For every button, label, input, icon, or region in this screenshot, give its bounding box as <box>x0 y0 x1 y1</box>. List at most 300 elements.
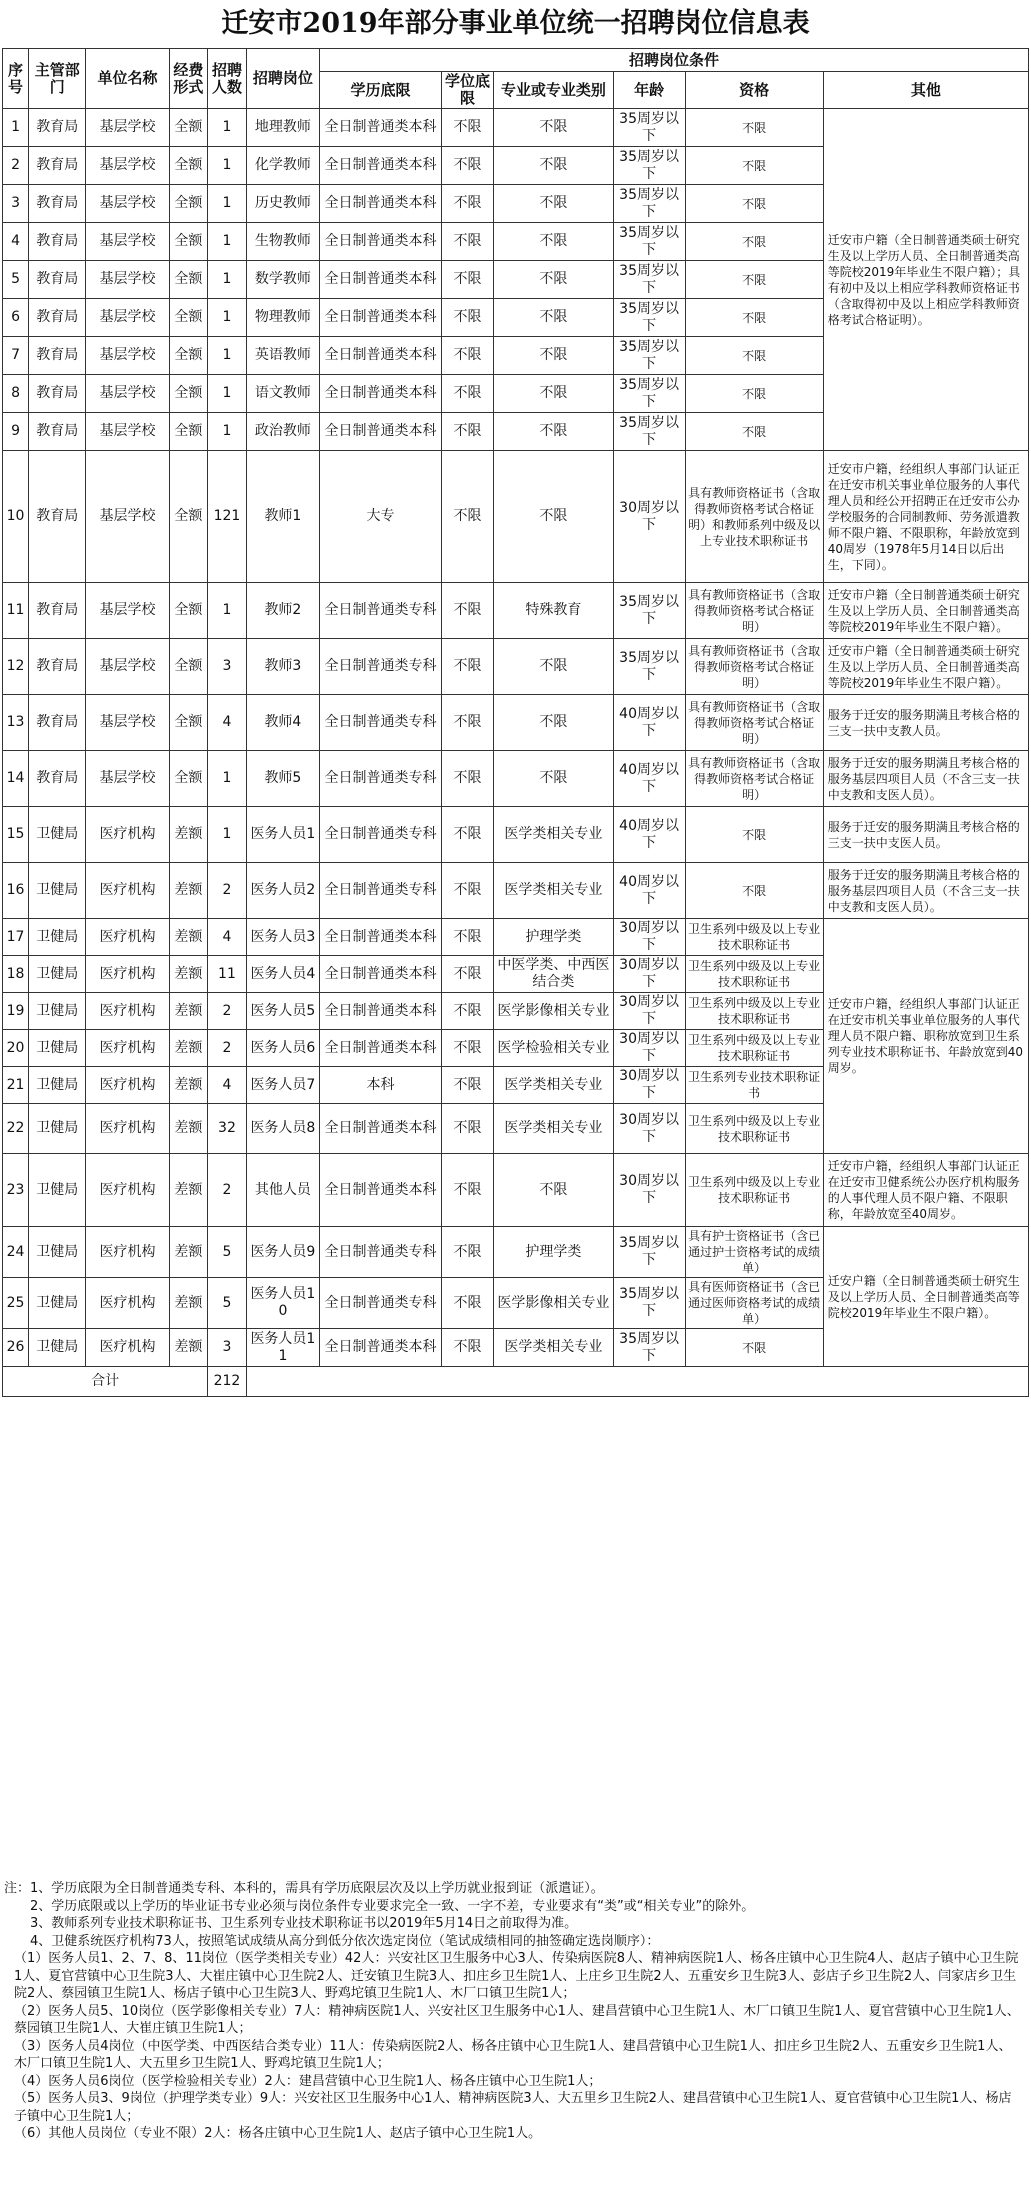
cell-major: 医学影像相关专业 <box>494 993 613 1030</box>
cell-post: 医务人员4 <box>246 956 319 993</box>
cell-degree: 不限 <box>441 1329 493 1367</box>
cell-dept: 教育局 <box>29 337 86 375</box>
cell-unit: 基层学校 <box>86 337 169 375</box>
cell-edu: 全日制普通类专科 <box>320 751 442 807</box>
cell-other: 服务于迁安的服务期满且考核合格的服务基层四项目人员（不含三支一扶中支教和支医人员）。 <box>823 751 1028 807</box>
cell-fund: 全额 <box>169 375 208 413</box>
table-row <box>3 639 1029 695</box>
cell-count: 1 <box>208 109 247 147</box>
cell-dept: 卫健局 <box>29 807 86 863</box>
cell-degree: 不限 <box>441 147 493 185</box>
cell-edu: 全日制普通类本科 <box>320 375 442 413</box>
cell-no: 20 <box>3 1030 29 1067</box>
footnote-line: （4）医务人员6岗位（医学检验相关专业）2人：建昌营镇中心卫生院1人、杨各庄镇中心卫生院1人； <box>14 2073 602 2089</box>
cell-other: 迁安市户籍（全日制普通类硕士研究生及以上学历人员、全日制普通类高等院校2019年毕业生不限户籍）。 <box>823 639 1028 695</box>
cell-other: 迁安户籍（全日制普通类硕士研究生及以上学历人员、全日制普通类高等院校2019年毕业生不限户籍）。 <box>823 1227 1028 1367</box>
cell-degree: 不限 <box>441 863 493 919</box>
cell-age: 30周岁以下 <box>613 919 685 956</box>
cell-major: 不限 <box>494 451 613 583</box>
cell-unit: 基层学校 <box>86 451 169 583</box>
cell-dept: 卫健局 <box>29 1227 86 1278</box>
cell-age: 30周岁以下 <box>613 451 685 583</box>
cell-no: 1 <box>3 109 29 147</box>
cell-post: 其他人员 <box>246 1154 319 1227</box>
cell-fund: 全额 <box>169 147 208 185</box>
cell-edu: 全日制普通类本科 <box>320 147 442 185</box>
cell-qual: 卫生系列专业技术职称证书 <box>685 1067 823 1104</box>
cell-no: 25 <box>3 1278 29 1329</box>
cell-edu: 全日制普通类本科 <box>320 299 442 337</box>
cell-qual: 不限 <box>685 261 823 299</box>
cell-no: 9 <box>3 413 29 451</box>
cell-no: 6 <box>3 299 29 337</box>
cell-no: 7 <box>3 337 29 375</box>
cell-other: 迁安市户籍（全日制普通类硕士研究生及以上学历人员、全日制普通类高等院校2019年毕业生不限户籍）。 <box>823 583 1028 639</box>
cell-unit: 基层学校 <box>86 185 169 223</box>
cell-count: 3 <box>208 1329 247 1367</box>
cell-qual: 具有教师资格证书（含取得教师资格考试合格证明） <box>685 695 823 751</box>
cell-fund: 全额 <box>169 451 208 583</box>
cell-dept: 教育局 <box>29 147 86 185</box>
cell-qual: 卫生系列中级及以上专业技术职称证书 <box>685 1104 823 1154</box>
table-row <box>3 1154 1029 1227</box>
cell-dept: 卫健局 <box>29 1067 86 1104</box>
cell-count: 1 <box>208 413 247 451</box>
cell-edu: 全日制普通类本科 <box>320 1104 442 1154</box>
cell-degree: 不限 <box>441 751 493 807</box>
cell-unit: 医疗机构 <box>86 1067 169 1104</box>
cell-dept: 教育局 <box>29 413 86 451</box>
cell-unit: 基层学校 <box>86 375 169 413</box>
footnote-line: （5）医务人员3、9岗位（护理学类专业）9人：兴安社区卫生服务中心1人、精神病医院3人、大五里乡卫生院2人、建昌营镇中心卫生院1人、夏官营镇中心卫生院1人、杨店子镇中心卫生院1人； <box>14 2091 1012 2124</box>
cell-major: 不限 <box>494 639 613 695</box>
cell-fund: 差额 <box>169 993 208 1030</box>
header-post: 招聘岗位 <box>246 49 319 109</box>
cell-major: 不限 <box>494 695 613 751</box>
cell-age: 35周岁以下 <box>613 1329 685 1367</box>
cell-qual: 具有教师资格证书（含取得教师资格考试合格证明）和教师系列中级及以上专业技术职称证书 <box>685 451 823 583</box>
cell-edu: 全日制普通类本科 <box>320 109 442 147</box>
cell-fund: 全额 <box>169 583 208 639</box>
cell-qual: 不限 <box>685 413 823 451</box>
table-row <box>3 583 1029 639</box>
cell-fund: 全额 <box>169 413 208 451</box>
cell-post: 教师2 <box>246 583 319 639</box>
cell-no: 24 <box>3 1227 29 1278</box>
cell-qual: 不限 <box>685 807 823 863</box>
header-other: 其他 <box>823 72 1028 109</box>
footnote-line: 2、学历底限或以上学历的毕业证书专业必须与岗位条件专业要求完全一致、一字不差，专业要求有“类”或“相关专业”的除外。 <box>30 1898 755 1914</box>
total-label: 合计 <box>3 1367 208 1397</box>
cell-count: 11 <box>208 956 247 993</box>
cell-unit: 基层学校 <box>86 223 169 261</box>
cell-degree: 不限 <box>441 223 493 261</box>
footnote-line: （6）其他人员岗位（专业不限）2人：杨各庄镇中心卫生院1人、赵店子镇中心卫生院1人。 <box>14 2126 542 2141</box>
cell-no: 11 <box>3 583 29 639</box>
table-row <box>3 751 1029 807</box>
cell-unit: 医疗机构 <box>86 1030 169 1067</box>
cell-age: 35周岁以下 <box>613 1278 685 1329</box>
cell-dept: 教育局 <box>29 223 86 261</box>
cell-post: 医务人员10 <box>246 1278 319 1329</box>
cell-degree: 不限 <box>441 956 493 993</box>
cell-degree: 不限 <box>441 1104 493 1154</box>
cell-count: 2 <box>208 863 247 919</box>
cell-age: 35周岁以下 <box>613 185 685 223</box>
cell-count: 32 <box>208 1104 247 1154</box>
cell-count: 3 <box>208 639 247 695</box>
cell-major: 医学类相关专业 <box>494 1067 613 1104</box>
header-unit: 单位名称 <box>86 49 169 109</box>
cell-edu: 全日制普通类本科 <box>320 185 442 223</box>
cell-degree: 不限 <box>441 337 493 375</box>
cell-unit: 医疗机构 <box>86 1278 169 1329</box>
cell-degree: 不限 <box>441 993 493 1030</box>
table-body <box>3 109 1029 1397</box>
cell-count: 1 <box>208 807 247 863</box>
cell-count: 5 <box>208 1278 247 1329</box>
cell-unit: 基层学校 <box>86 109 169 147</box>
cell-no: 8 <box>3 375 29 413</box>
cell-edu: 全日制普通类专科 <box>320 583 442 639</box>
cell-major: 不限 <box>494 261 613 299</box>
cell-dept: 卫健局 <box>29 863 86 919</box>
header-no: 序号 <box>3 49 29 109</box>
cell-qual: 不限 <box>685 299 823 337</box>
cell-count: 4 <box>208 695 247 751</box>
cell-no: 4 <box>3 223 29 261</box>
cell-degree: 不限 <box>441 109 493 147</box>
cell-count: 1 <box>208 223 247 261</box>
cell-count: 1 <box>208 751 247 807</box>
cell-major: 医学类相关专业 <box>494 1329 613 1367</box>
cell-age: 40周岁以下 <box>613 751 685 807</box>
cell-degree: 不限 <box>441 413 493 451</box>
cell-count: 5 <box>208 1227 247 1278</box>
cell-unit: 基层学校 <box>86 261 169 299</box>
cell-dept: 教育局 <box>29 299 86 337</box>
cell-post: 教师3 <box>246 639 319 695</box>
cell-qual: 具有教师资格证书（含取得教师资格考试合格证明） <box>685 751 823 807</box>
cell-unit: 基层学校 <box>86 583 169 639</box>
cell-fund: 差额 <box>169 1329 208 1367</box>
cell-no: 26 <box>3 1329 29 1367</box>
cell-count: 1 <box>208 583 247 639</box>
cell-unit: 医疗机构 <box>86 919 169 956</box>
cell-qual: 具有护士资格证书（含已通过护士资格考试的成绩单） <box>685 1227 823 1278</box>
cell-unit: 基层学校 <box>86 751 169 807</box>
cell-age: 30周岁以下 <box>613 1067 685 1104</box>
cell-major: 医学类相关专业 <box>494 863 613 919</box>
cell-no: 13 <box>3 695 29 751</box>
header-edu: 学历底限 <box>320 72 442 109</box>
cell-post: 医务人员1 <box>246 807 319 863</box>
cell-no: 12 <box>3 639 29 695</box>
cell-age: 35周岁以下 <box>613 375 685 413</box>
cell-post: 教师4 <box>246 695 319 751</box>
cell-age: 35周岁以下 <box>613 583 685 639</box>
table-row <box>3 695 1029 751</box>
cell-qual: 具有教师资格证书（含取得教师资格考试合格证明） <box>685 639 823 695</box>
cell-count: 1 <box>208 147 247 185</box>
cell-qual: 不限 <box>685 337 823 375</box>
cell-edu: 全日制普通类本科 <box>320 1030 442 1067</box>
cell-edu: 全日制普通类本科 <box>320 993 442 1030</box>
cell-count: 1 <box>208 299 247 337</box>
cell-qual: 卫生系列中级及以上专业技术职称证书 <box>685 1030 823 1067</box>
cell-dept: 教育局 <box>29 109 86 147</box>
table-row <box>3 109 1029 147</box>
cell-post: 政治教师 <box>246 413 319 451</box>
cell-age: 35周岁以下 <box>613 337 685 375</box>
cell-age: 35周岁以下 <box>613 1227 685 1278</box>
cell-major: 不限 <box>494 751 613 807</box>
cell-no: 21 <box>3 1067 29 1104</box>
cell-degree: 不限 <box>441 639 493 695</box>
cell-count: 1 <box>208 185 247 223</box>
cell-post: 医务人员11 <box>246 1329 319 1367</box>
cell-fund: 差额 <box>169 1104 208 1154</box>
cell-unit: 医疗机构 <box>86 993 169 1030</box>
cell-post: 历史教师 <box>246 185 319 223</box>
table-row <box>3 1227 1029 1278</box>
cell-no: 18 <box>3 956 29 993</box>
cell-age: 35周岁以下 <box>613 261 685 299</box>
cell-age: 35周岁以下 <box>613 109 685 147</box>
cell-dept: 卫健局 <box>29 1104 86 1154</box>
cell-post: 教师1 <box>246 451 319 583</box>
cell-major: 不限 <box>494 109 613 147</box>
header-age: 年龄 <box>613 72 685 109</box>
header-degree: 学位底限 <box>441 72 493 109</box>
cell-unit: 医疗机构 <box>86 863 169 919</box>
cell-fund: 全额 <box>169 109 208 147</box>
cell-degree: 不限 <box>441 919 493 956</box>
cell-major: 不限 <box>494 299 613 337</box>
cell-count: 1 <box>208 337 247 375</box>
cell-major: 护理学类 <box>494 1227 613 1278</box>
cell-major: 中医学类、中西医结合类 <box>494 956 613 993</box>
cell-no: 22 <box>3 1104 29 1154</box>
cell-no: 16 <box>3 863 29 919</box>
cell-age: 35周岁以下 <box>613 639 685 695</box>
cell-no: 5 <box>3 261 29 299</box>
cell-edu: 全日制普通类本科 <box>320 223 442 261</box>
cell-edu: 全日制普通类本科 <box>320 337 442 375</box>
cell-post: 物理教师 <box>246 299 319 337</box>
cell-age: 30周岁以下 <box>613 956 685 993</box>
cell-no: 2 <box>3 147 29 185</box>
cell-edu: 全日制普通类本科 <box>320 413 442 451</box>
cell-post: 英语教师 <box>246 337 319 375</box>
cell-dept: 教育局 <box>29 583 86 639</box>
cell-degree: 不限 <box>441 185 493 223</box>
cell-count: 2 <box>208 1030 247 1067</box>
cell-post: 医务人员9 <box>246 1227 319 1278</box>
cell-major: 医学影像相关专业 <box>494 1278 613 1329</box>
cell-dept: 教育局 <box>29 751 86 807</box>
cell-no: 19 <box>3 993 29 1030</box>
cell-qual: 卫生系列中级及以上专业技术职称证书 <box>685 956 823 993</box>
cell-age: 35周岁以下 <box>613 299 685 337</box>
cell-dept: 卫健局 <box>29 993 86 1030</box>
cell-no: 10 <box>3 451 29 583</box>
cell-dept: 卫健局 <box>29 1278 86 1329</box>
cell-unit: 基层学校 <box>86 639 169 695</box>
cell-dept: 卫健局 <box>29 1030 86 1067</box>
header-conditions: 招聘岗位条件 <box>320 49 1029 72</box>
cell-edu: 全日制普通类本科 <box>320 261 442 299</box>
cell-fund: 差额 <box>169 919 208 956</box>
cell-age: 30周岁以下 <box>613 1030 685 1067</box>
cell-count: 4 <box>208 919 247 956</box>
cell-degree: 不限 <box>441 1154 493 1227</box>
cell-count: 2 <box>208 993 247 1030</box>
footnote-line: （1）医务人员1、2、7、8、11岗位（医学类相关专业）42人：兴安社区卫生服务中心3人、传染病医院8人、精神病医院1人、杨各庄镇中心卫生院4人、赵店子镇中心卫生院1人、夏官营镇中心卫生院3人、大崔庄镇中心卫生院2人、迁安镇卫生院3人、扣庄乡卫生院1人、上庄乡卫生院2人、五重安乡卫生院3人、彭店子乡卫生院2人、闫家店乡卫生院2人、蔡园镇卫生院1人、杨店子镇中心卫生院3人、野鸡坨镇卫生院1人、木厂口镇卫生院1人； <box>14 1951 1019 2001</box>
cell-count: 4 <box>208 1067 247 1104</box>
cell-post: 化学教师 <box>246 147 319 185</box>
table-row <box>3 807 1029 863</box>
cell-fund: 差额 <box>169 1278 208 1329</box>
cell-edu: 本科 <box>320 1067 442 1104</box>
cell-post: 医务人员8 <box>246 1104 319 1154</box>
cell-edu: 全日制普通类专科 <box>320 1227 442 1278</box>
cell-dept: 教育局 <box>29 185 86 223</box>
cell-qual: 具有教师资格证书（含取得教师资格考试合格证明） <box>685 583 823 639</box>
header-fund: 经费形式 <box>169 49 208 109</box>
cell-dept: 卫健局 <box>29 956 86 993</box>
cell-count: 2 <box>208 1154 247 1227</box>
cell-edu: 全日制普通类本科 <box>320 919 442 956</box>
cell-fund: 差额 <box>169 1067 208 1104</box>
cell-degree: 不限 <box>441 1067 493 1104</box>
cell-other: 迁安市户籍（全日制普通类硕士研究生及以上学历人员、全日制普通类高等院校2019年毕业生不限户籍）；具有初中及以上相应学科教师资格证书（含取得初中及以上相应学科教师资格考试合格证明）。 <box>823 109 1028 451</box>
cell-major: 医学检验相关专业 <box>494 1030 613 1067</box>
cell-post: 医务人员5 <box>246 993 319 1030</box>
cell-no: 15 <box>3 807 29 863</box>
cell-qual: 卫生系列中级及以上专业技术职称证书 <box>685 919 823 956</box>
cell-fund: 差额 <box>169 1030 208 1067</box>
cell-post: 医务人员7 <box>246 1067 319 1104</box>
table-row <box>3 863 1029 919</box>
cell-major: 不限 <box>494 1154 613 1227</box>
cell-dept: 卫健局 <box>29 1154 86 1227</box>
cell-major: 医学类相关专业 <box>494 807 613 863</box>
cell-degree: 不限 <box>441 299 493 337</box>
cell-unit: 基层学校 <box>86 299 169 337</box>
cell-fund: 差额 <box>169 1154 208 1227</box>
cell-unit: 基层学校 <box>86 413 169 451</box>
cell-fund: 全额 <box>169 185 208 223</box>
cell-post: 医务人员6 <box>246 1030 319 1067</box>
recruitment-table <box>2 48 1029 1397</box>
footnote-line: 注：1、学历底限为全日制普通类专科、本科的，需具有学历底限层次及以上学历就业报到证（派遣证）。 <box>4 1881 604 1896</box>
cell-dept: 卫健局 <box>29 919 86 956</box>
cell-fund: 全额 <box>169 337 208 375</box>
cell-unit: 医疗机构 <box>86 1104 169 1154</box>
cell-age: 30周岁以下 <box>613 993 685 1030</box>
footnote-line: （2）医务人员5、10岗位（医学影像相关专业）7人：精神病医院1人、兴安社区卫生服务中心1人、建昌营镇中心卫生院1人、木厂口镇卫生院1人、夏官营镇中心卫生院1人、蔡园镇卫生院1人、大崔庄镇卫生院1人； <box>14 2003 1020 2036</box>
table-row <box>3 919 1029 956</box>
cell-fund: 差额 <box>169 807 208 863</box>
cell-post: 教师5 <box>246 751 319 807</box>
cell-other: 服务于迁安的服务期满且考核合格的三支一扶中支医人员。 <box>823 807 1028 863</box>
cell-degree: 不限 <box>441 1030 493 1067</box>
cell-degree: 不限 <box>441 807 493 863</box>
cell-edu: 大专 <box>320 451 442 583</box>
cell-age: 35周岁以下 <box>613 223 685 261</box>
footnote-line: （3）医务人员4岗位（中医学类、中西医结合类专业）11人：传染病医院2人、杨各庄镇中心卫生院1人、建昌营镇中心卫生院1人、扣庄乡卫生院2人、五重安乡卫生院1人、木厂口镇卫生院1人、大五里乡卫生院1人、野鸡坨镇卫生院1人； <box>14 2038 1012 2071</box>
footnote-line: 4、卫健系统医疗机构73人，按照笔试成绩从高分到低分依次选定岗位（笔试成绩相同的抽签确定选岗顺序）： <box>30 1933 660 1949</box>
cell-edu: 全日制普通类专科 <box>320 695 442 751</box>
cell-major: 特殊教育 <box>494 583 613 639</box>
cell-post: 语文教师 <box>246 375 319 413</box>
cell-no: 14 <box>3 751 29 807</box>
cell-edu: 全日制普通类专科 <box>320 807 442 863</box>
cell-dept: 教育局 <box>29 639 86 695</box>
table-row <box>3 451 1029 583</box>
cell-post: 生物教师 <box>246 223 319 261</box>
cell-major: 不限 <box>494 337 613 375</box>
cell-edu: 全日制普通类专科 <box>320 863 442 919</box>
cell-post: 医务人员2 <box>246 863 319 919</box>
cell-degree: 不限 <box>441 451 493 583</box>
cell-age: 35周岁以下 <box>613 147 685 185</box>
cell-qual: 卫生系列中级及以上专业技术职称证书 <box>685 1154 823 1227</box>
cell-qual: 卫生系列中级及以上专业技术职称证书 <box>685 993 823 1030</box>
cell-unit: 医疗机构 <box>86 1154 169 1227</box>
cell-age: 40周岁以下 <box>613 807 685 863</box>
cell-major: 不限 <box>494 147 613 185</box>
cell-dept: 教育局 <box>29 261 86 299</box>
cell-dept: 教育局 <box>29 695 86 751</box>
cell-qual: 不限 <box>685 147 823 185</box>
cell-qual: 不限 <box>685 109 823 147</box>
cell-edu: 全日制普通类本科 <box>320 1329 442 1367</box>
cell-qual: 不限 <box>685 863 823 919</box>
cell-fund: 全额 <box>169 639 208 695</box>
cell-major: 护理学类 <box>494 919 613 956</box>
page-title: 迁安市2019年部分事业单位统一招聘岗位信息表 <box>221 8 810 39</box>
cell-count: 1 <box>208 261 247 299</box>
cell-count: 1 <box>208 375 247 413</box>
footnotes <box>4 1880 1024 2143</box>
cell-unit: 基层学校 <box>86 147 169 185</box>
cell-unit: 医疗机构 <box>86 807 169 863</box>
cell-unit: 医疗机构 <box>86 1329 169 1367</box>
total-count: 212 <box>208 1367 247 1397</box>
cell-fund: 全额 <box>169 751 208 807</box>
cell-fund: 差额 <box>169 1227 208 1278</box>
cell-edu: 全日制普通类本科 <box>320 956 442 993</box>
cell-dept: 卫健局 <box>29 1329 86 1367</box>
cell-qual: 不限 <box>685 375 823 413</box>
cell-degree: 不限 <box>441 695 493 751</box>
cell-unit: 医疗机构 <box>86 1227 169 1278</box>
cell-no: 23 <box>3 1154 29 1227</box>
cell-fund: 全额 <box>169 223 208 261</box>
cell-fund: 全额 <box>169 299 208 337</box>
cell-age: 35周岁以下 <box>613 413 685 451</box>
cell-other: 服务于迁安的服务期满且考核合格的服务基层四项目人员（不含三支一扶中支教和支医人员）。 <box>823 863 1028 919</box>
cell-no: 3 <box>3 185 29 223</box>
cell-age: 40周岁以下 <box>613 695 685 751</box>
cell-degree: 不限 <box>441 583 493 639</box>
total-row <box>3 1367 1029 1397</box>
cell-major: 不限 <box>494 375 613 413</box>
cell-edu: 全日制普通类本科 <box>320 1154 442 1227</box>
total-empty <box>246 1367 1028 1397</box>
